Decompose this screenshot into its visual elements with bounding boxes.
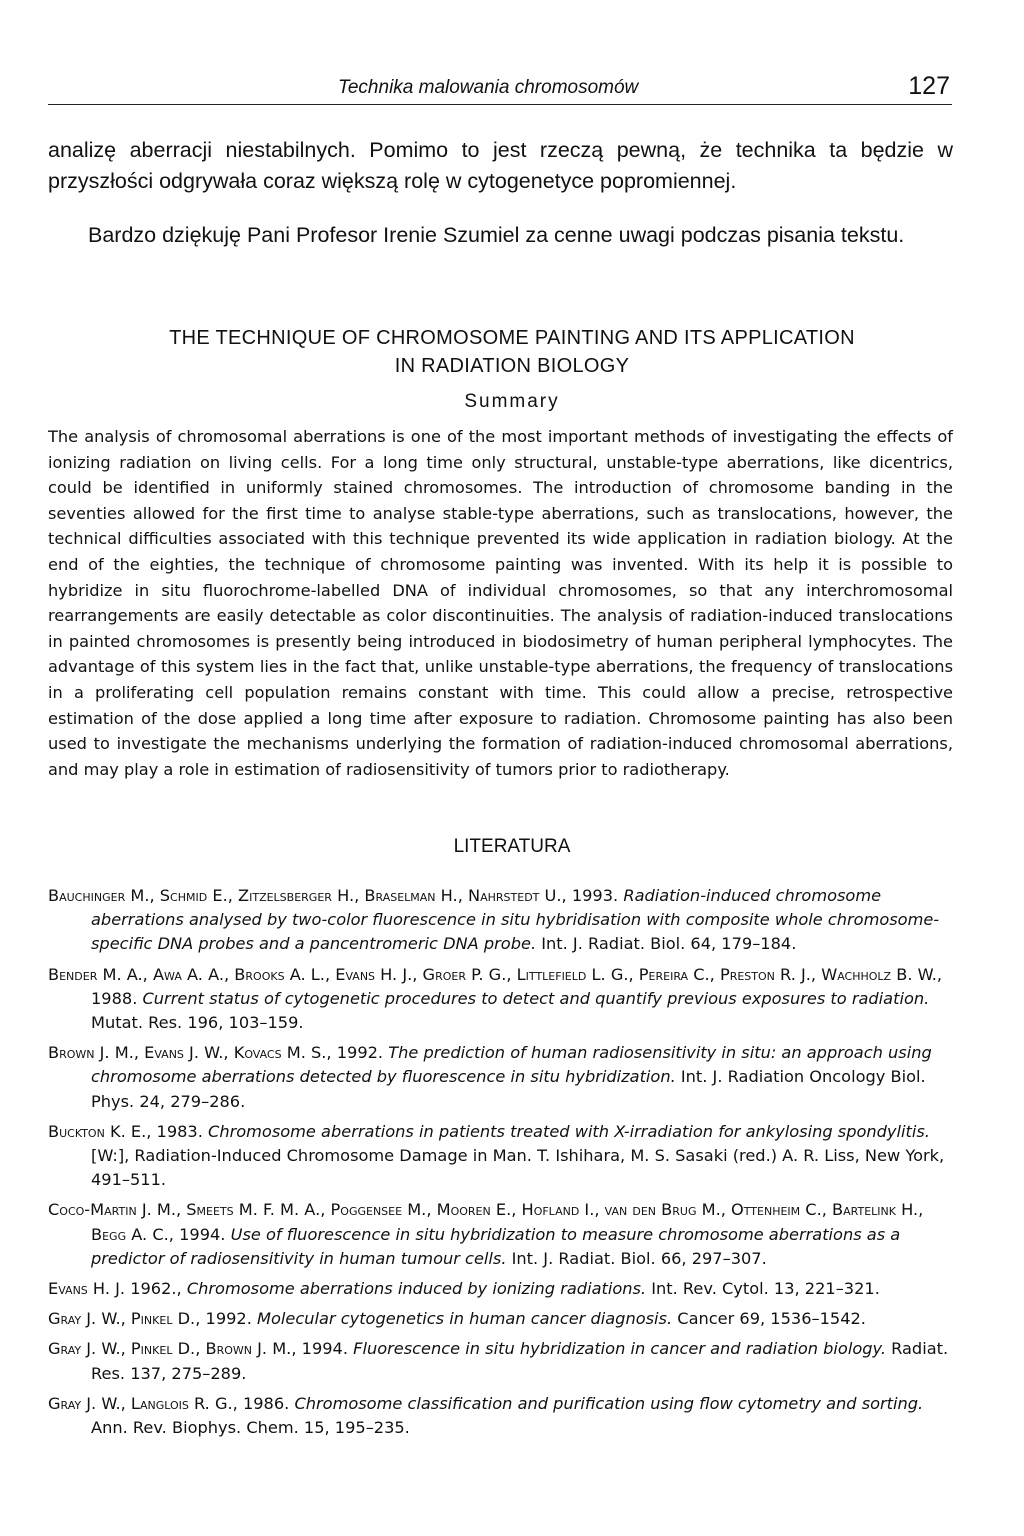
reference-source: Int. J. Radiat. Biol. 64, 179–184.	[541, 934, 797, 954]
reference-source: [W:], Radiation-Induced Chromosome Damage in Man. T. Ishihara, M. S. Sasaki (red.) A. R. Liss, New York, 491–511.	[91, 1146, 945, 1190]
english-title	[48, 324, 976, 380]
reference-authors: Buckton K. E.,	[48, 1121, 152, 1141]
reference-authors: Bauchinger M., Schmid E., Zitzelsberger H., Braselman H., Nahrstedt U.,	[48, 886, 567, 905]
summary-heading: Summary	[464, 391, 560, 412]
reference-authors: Gray J. W., Pinkel D., Brown J. M.,	[48, 1339, 297, 1359]
reference-item	[48, 1120, 953, 1193]
reference-source: Cancer 69, 1536–1542.	[677, 1309, 866, 1329]
reference-year: 1992.	[205, 1309, 252, 1329]
paragraph-acknowledgement: Bardzo dziękuję Pani Profesor Irenie Szumiel za cenne uwagi podczas pisania tekstu.	[88, 223, 905, 247]
reference-source: Mutat. Res. 196, 103–159.	[91, 1013, 304, 1033]
english-title-line-2: IN RADIATION BIOLOGY	[394, 355, 630, 377]
page-number: 127	[908, 72, 950, 100]
reference-title: Chromosome classification and purification using flow cytometry and sorting.	[294, 1393, 924, 1413]
reference-authors: Gray J. W., Langlois R. G.,	[48, 1393, 238, 1413]
reference-item	[48, 1337, 953, 1385]
reference-year: 1983.	[156, 1121, 203, 1141]
reference-source: Radiat. Res. 137, 275–289.	[91, 1339, 949, 1383]
reference-item	[48, 1041, 953, 1114]
reference-source: Int. Rev. Cytol. 13, 221–321.	[651, 1279, 880, 1299]
reference-year: 1992.	[336, 1043, 384, 1063]
reference-authors: Bender M. A., Awa A. A., Brooks A. L., Evans H. J., Groer P. G., Littlefield L. G., Pereira C., Preston R. J., Wachholz B. W.,	[48, 964, 943, 984]
reference-year: 1994.	[301, 1339, 348, 1359]
reference-source: Int. J. Radiation Oncology Biol. Phys. 24, 279–286.	[91, 1067, 926, 1111]
reference-year: 1993.	[571, 886, 619, 905]
reference-year: 1988.	[91, 988, 138, 1008]
reference-title: Current status of cytogenetic procedures to detect and quantify previous exposures to radiation.	[142, 988, 930, 1008]
running-head	[48, 74, 952, 105]
reference-source: Ann. Rev. Biophys. Chem. 15, 195–235.	[91, 1418, 410, 1438]
running-title: Technika malowania chromosomów	[338, 77, 639, 98]
reference-source: Int. J. Radiat. Biol. 66, 297–307.	[511, 1248, 767, 1268]
reference-year: 1994.	[179, 1224, 226, 1244]
reference-title: Chromosome aberrations induced by ionizing radiations.	[186, 1279, 647, 1299]
reference-year: 1962.,	[130, 1279, 182, 1299]
reference-authors: Brown J. M., Evans J. W., Kovacs M. S.,	[48, 1043, 332, 1063]
reference-item	[48, 1198, 953, 1271]
reference-item	[48, 1307, 953, 1331]
reference-list	[48, 884, 953, 1446]
reference-title: Molecular cytogenetics in human cancer diagnosis.	[257, 1309, 673, 1329]
reference-authors: Coco-Martin J. M., Smeets M. F. M. A., Poggensee M., Mooren E., Hofland I., van den Brug M., Ottenheim C., Bartelink H., Begg A. C.,	[48, 1200, 924, 1244]
reference-title: Use of fluorescence in situ hybridization to measure chromosome aberrations as a predictor of radiosensitivity in human tumour cells.	[91, 1224, 901, 1268]
reference-authors: Gray J. W., Pinkel D.,	[48, 1309, 201, 1329]
reference-title: Radiation-induced chromosome aberrations analysed by two-color fluorescence in situ hybridisation with composite whole chromosome-specific DNA probes and a pancentromeric DNA probe.	[91, 886, 940, 954]
reference-authors: Evans H. J.	[48, 1279, 126, 1299]
reference-title: The prediction of human radiosensitivity in situ: an approach using chromosome aberrations detected by fluorescence in situ hybridization.	[91, 1043, 932, 1087]
literature-heading: LITERATURA	[453, 836, 571, 857]
reference-item	[48, 963, 953, 1036]
reference-title: Chromosome aberrations in patients treated with X-irradiation for ankylosing spondylitis.	[208, 1121, 930, 1141]
english-title-line-1: THE TECHNIQUE OF CHROMOSOME PAINTING AND ITS APPLICATION	[169, 327, 855, 349]
reference-item	[48, 1392, 953, 1440]
reference-year: 1986.	[242, 1393, 290, 1413]
reference-item	[48, 1277, 953, 1301]
reference-item	[48, 884, 953, 957]
reference-title: Fluorescence in situ hybridization in cancer and radiation biology.	[353, 1339, 886, 1359]
paragraph-conclusion: analizę aberracji niestabilnych. Pomimo to jest rzeczą pewną, że technika ta będzie w przyszłości odgrywała coraz większą rolę w cytogenetyce popromiennej.	[48, 138, 953, 193]
summary-text: The analysis of chromosomal aberrations is one of the most important methods of investigating the effects of ionizing radiation on living cells. For a long time only structural, unstable-type aberrations, like dicentrics, could be identified in uniformly stained chromosomes. The introduction of chromosome banding in the seventies allowed for the first time to analyse stable-type aberrations, such as translocations, however, the technical difficulties associated with this technique prevented its wide application in radiation biology. At the end of the eighties, the technique of chromosome painting was invented. With its help it is possible to hybridize in situ fluorochrome-labelled DNA of individual chromosomes, so that any interchromosomal rearrangements are easily detectable as color discontinuities. The analysis of radiation-induced translocations in painted chromosomes is presently being introduced in biodosimetry of human peripheral lymphocytes. The advantage of this system lies in the fact that, unlike unstable-type aberrations, the frequency of translocations in a proliferating cell population remains constant with time. This could allow a precise, retrospective estimation of the dose applied a long time after exposure to radiation. Chromosome painting has also been used to investigate the mechanisms underlying the formation of radiation-induced chromosomal aberrations, and may play a role in estimation of radiosensitivity of tumors prior to radiotherapy.	[48, 427, 953, 779]
